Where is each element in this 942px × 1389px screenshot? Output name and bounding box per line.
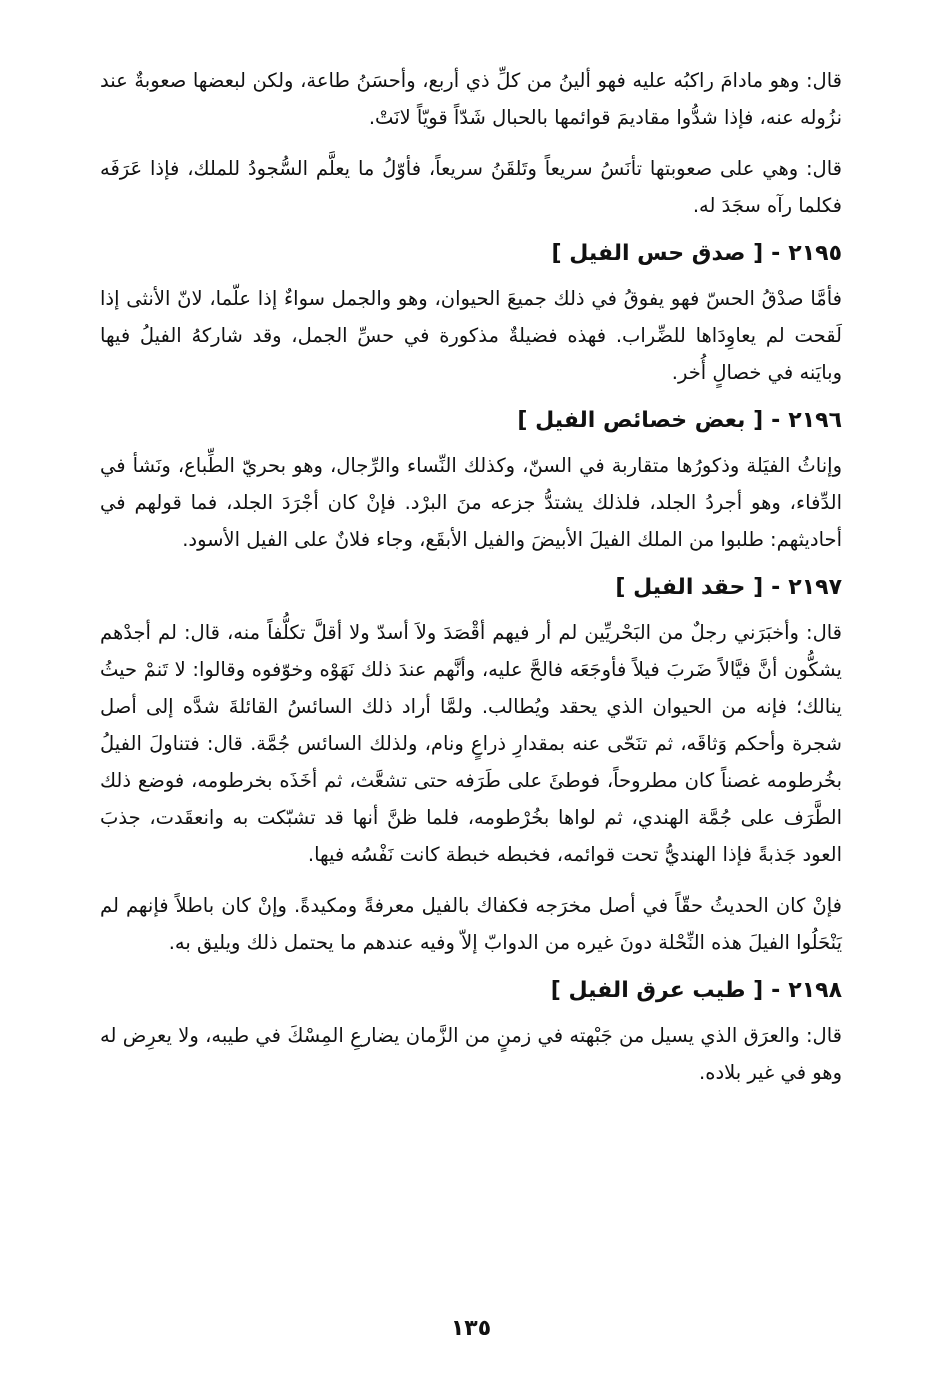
section-number: ٢١٩٥ <box>788 241 842 266</box>
section-title: [ طيب عرق الفيل ] <box>550 978 764 1003</box>
section-dash: - <box>771 978 781 1003</box>
paragraph-2196-1: وإناثُ الفيَلة وذكورُها متقاربة في السنّ، وكذلك النِّساء والرِّجال، وهو بحريّ الطِّباع، ونَشأ في الدِّفاء، وهو أجردُ الجلد، فلذلك يشتدُّ جزعه منَ البرْد. فإنْ كان أجْرَدَ الجلد، فما قولهم في أحاديثهم: طلبوا من الملك الفيلَ الأبيضَ والفيل الأبقَع، وجاء فلانٌ على الفيل الأسود. <box>100 454 842 551</box>
section-heading-2196 <box>100 401 842 441</box>
section-number: ٢١٩٧ <box>788 575 842 600</box>
section-dash: - <box>771 241 781 266</box>
section-heading-2197 <box>100 568 842 608</box>
paragraph-2197-1: قال: وأخبَرَني رجلٌ من البَحْريِّين لم أر فيهم أقْصَدَ ولاَ أسدّ ولا أقلَّ تكلُّفاً منه، قال: لم أجدْهم يشكُّون أنَّ فيَّالاً ضَربَ فيلاً فأوجَعَه فالحَّ عليه، وأنَّهم عندَ ذلك نَهَوْه وخوّفوه وقالوا: لا تَنمْ حيثُ ينالك؛ فإنه من الحيوان الذي يحقد ويُطالب. ولمَّا أراد ذلك السائسُ القائلةَ شدَّه إلى أصل شجرة وأحكم وَثاقَه، ثم تنَحّى عنه بمقدارِ ذراعٍ ونام، ولذلك السائس جُمَّة. قال: فتناولَ الفيلُ بخُرطومه غصناً كان مطروحاً، فوطئَ على طَرَفه حتى تشعَّث، ثم أخَذَه بخرطومه، فوضع ذلك الطَّرَف على جُمَّة الهندي، ثم لواها بخُرْطومه، فلما ظنَّ أنها قد تشبّكت به وانعقَدت، جذبَ العود جَذبةً فإذا الهنديُّ تحت قوائمه، فخبطه خبطة كانت نَفْسُه فيها. <box>100 621 842 866</box>
page-body <box>100 62 842 1091</box>
section-number: ٢١٩٨ <box>788 978 842 1003</box>
section-title: [ بعض خصائص الفيل ] <box>517 408 764 433</box>
paragraph-intro-1: قال: وهو مادامَ راكبُه عليه فهو ألينُ من كلِّ ذي أربع، وأحسَنُ طاعة، ولكن لبعضها صعوبةٌ عند نزُوله عنه، فإذا شدُّوا مقاديمَ قوائمها بالحبال شَدّاً قويّاً لانَتْ. <box>100 69 842 129</box>
paragraph-2195-1: فأمَّا صدْقُ الحسّ فهو يفوقُ في ذلك جميعَ الحيوان، وهو والجمل سواءٌ إذا علّما، لانّ الأنثى إذا لَقحت لم يعاوِدَاها للضِّراب. فهذه فضيلةٌ مذكورة في حسِّ الجمل، وقد شاركهُ الفيلُ فيها وبايَنه في خصالٍ أُخر. <box>100 287 842 384</box>
section-dash: - <box>771 575 781 600</box>
section-title: [ صدق حس الفيل ] <box>551 241 764 266</box>
paragraph-2197-2: فإنْ كان الحديثُ حقّاً في أصل مخرَجه فكفاك بالفيل معرفةً ومكيدةً. وإنْ كان باطلاً فإنهم لم يَنْحَلُوا الفيلَ هذه النِّحْلة دونَ غيره من الدوابّ إلاّ وفيه عندهم ما يحتمل ذلك ويليق به. <box>100 894 842 954</box>
page-number: ١٣٥ <box>450 1316 492 1341</box>
section-number: ٢١٩٦ <box>788 408 842 433</box>
paragraph-2198-1: قال: والعرَق الذي يسيل من جَبْهته في زمنٍ من الزَّمان يضارعِ المِسْكَ في طيبه، ولا يعرِض له وهو في غير بلاده. <box>100 1024 842 1084</box>
section-dash: - <box>771 408 781 433</box>
section-title: [ حقد الفيل ] <box>615 575 764 600</box>
paragraph-intro-2: قال: وهي على صعوبتها تأنَسُ سريعاً وتَلقَنُ سريعاً، فأوّلُ ما يعلَّم السُّجودُ للملك، فإذا عَرَفَه فكلما رآه سجَدَ له. <box>100 157 842 217</box>
section-heading-2198 <box>100 971 842 1011</box>
section-heading-2195 <box>100 234 842 274</box>
